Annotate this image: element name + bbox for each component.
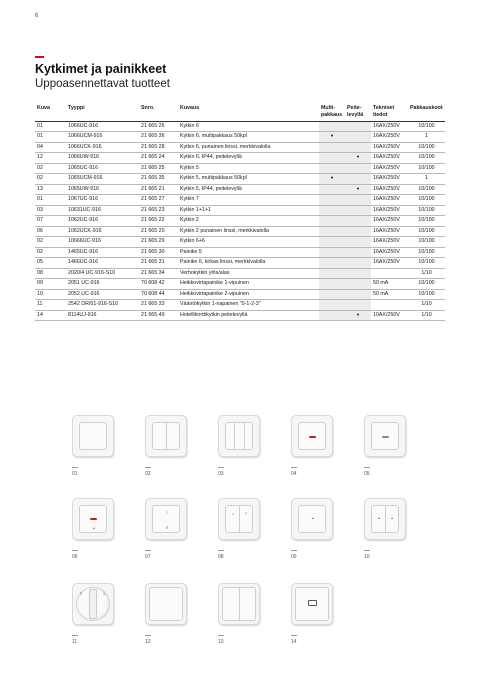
product-label: 05 <box>364 471 370 477</box>
cell-kuva: 05 <box>35 258 66 269</box>
cell-tyyppi: 1066UW-916 <box>66 153 139 164</box>
product-label: 09 <box>291 554 297 560</box>
cell-kuvaus: Kytkin 6, punainen linssi, merkkivalolla <box>178 142 319 153</box>
product-label: 14 <box>291 639 297 645</box>
cell-tekniset: 16AX/250V <box>371 163 408 174</box>
cell-tekniset: 50 mA <box>371 289 408 300</box>
cell-snro: 70 608 44 <box>139 289 178 300</box>
caption-rule <box>218 550 224 551</box>
cell-snro: 21 665 33 <box>139 300 178 311</box>
page-subtitle: Uppoasennettavat tuotteet <box>35 78 170 90</box>
cell-pakkaus: 1 <box>408 174 445 185</box>
cell-snro: 21 665 27 <box>139 195 178 206</box>
cell-snro: 21 665 36 <box>139 132 178 143</box>
cell-snro: 21 665 28 <box>139 142 178 153</box>
switch-plate <box>145 498 187 540</box>
red-indicator-icon <box>309 436 316 438</box>
caption-rule <box>291 467 297 468</box>
cell-tekniset: 16AX/250V <box>371 195 408 206</box>
cell-pakkaus: 10/100 <box>408 142 445 153</box>
cell-kuvaus: Painike 5 <box>178 247 319 258</box>
col-header-peite-line2: levyllä <box>347 111 364 118</box>
cell-kuva: 01 <box>35 132 66 143</box>
cell-pakkaus: 10/100 <box>408 247 445 258</box>
cell-snro: 21 665 21 <box>139 184 178 195</box>
switch-plate <box>291 498 333 540</box>
rocker-divider <box>166 423 167 450</box>
cell-kuvaus: Painike 6, kirkas linssi, merkkivalolla <box>178 258 319 269</box>
cell-snro: 21 665 34 <box>139 268 178 279</box>
cell-kuvaus: Kytkin 1+1+1 <box>178 205 319 216</box>
cell-kuva: 11 <box>35 300 66 311</box>
cell-tyyppi: 1066UCK-916 <box>66 142 139 153</box>
cell-snro: 21 665 20 <box>139 226 178 237</box>
cell-pakkaus: 10/100 <box>408 205 445 216</box>
cell-kuvaus: Kytkin 2 punainen linssi, merkkivalolla <box>178 226 319 237</box>
switch-plate <box>364 415 406 457</box>
marker-icon: I <box>166 510 168 515</box>
cell-kuvaus: Kytkin 5, multipakkaus 50kpl <box>178 174 319 185</box>
switch-plate <box>218 415 260 457</box>
cell-tyyppi: 1466UC-916 <box>66 258 139 269</box>
rocker <box>225 422 253 450</box>
cell-kuvaus: Kytkin 5, IP44, peitelevyllä <box>178 184 319 195</box>
cell-pakkaus: 10/100 <box>408 163 445 174</box>
product-label: 08 <box>218 554 224 560</box>
cell-tyyppi: 1465UC-916 <box>66 247 139 258</box>
col-header-snro: Snro. <box>139 104 178 121</box>
arrow-icon: ▾ <box>92 526 96 531</box>
cell-kuva: 06 <box>35 226 66 237</box>
position-mark-icon: 1 <box>102 591 106 596</box>
cell-tyyppi: 1065UCM-916 <box>66 174 139 185</box>
cell-snro: 21 665 23 <box>139 205 178 216</box>
cell-pakkaus: 10/100 <box>408 121 445 132</box>
cell-snro: 21 665 30 <box>139 247 178 258</box>
rocker-divider <box>244 423 245 450</box>
cell-tekniset: 16AX/250V <box>371 153 408 164</box>
product-label: 07 <box>145 554 151 560</box>
switch-plate <box>364 498 406 540</box>
product-label: 13 <box>218 639 224 645</box>
cell-snro: 21 665 22 <box>139 216 178 227</box>
col-header-tyyppi: Tyyppi <box>66 104 139 121</box>
cell-peite: • <box>345 153 371 164</box>
cell-kuvaus: Kytkin 6, multipakkaus 50kpl <box>178 132 319 143</box>
cell-kuvaus: Kytkin 2 <box>178 216 319 227</box>
switch-plate <box>145 415 187 457</box>
cell-multi: • <box>319 174 345 185</box>
product-label: 06 <box>72 554 78 560</box>
cell-tekniset: 16AX/250V <box>371 237 408 248</box>
cell-kuva: 12 <box>35 153 66 164</box>
caption-rule <box>145 467 151 468</box>
cell-tyyppi: 1065UW-916 <box>66 184 139 195</box>
position-mark-icon: 0 <box>79 591 83 596</box>
cell-snro: 70 608 42 <box>139 279 178 290</box>
caption-rule <box>291 550 297 551</box>
cell-pakkaus: 10/100 <box>408 184 445 195</box>
cell-tekniset: 16AX/250V <box>371 121 408 132</box>
cell-kuva: 02 <box>35 163 66 174</box>
cell-tyyppi: 10666UC-916 <box>66 237 139 248</box>
cell-tekniset: 16AX/250V <box>371 142 408 153</box>
cell-kuvaus: Kytkin 5 <box>178 163 319 174</box>
caption-rule <box>218 467 224 468</box>
cell-kuva: 07 <box>35 216 66 227</box>
cell-pakkaus: 10/100 <box>408 226 445 237</box>
cell-pakkaus: 10/100 <box>408 195 445 206</box>
marker-icon: II <box>165 525 169 530</box>
caption-rule <box>218 635 224 636</box>
cell-kuva: 02 <box>35 174 66 185</box>
cell-multi: • <box>319 132 345 143</box>
cell-pakkaus: 1/10 <box>408 310 445 321</box>
rocker <box>149 587 183 621</box>
caption-rule <box>72 550 78 551</box>
cell-tekniset: 16AX/250V <box>371 174 408 185</box>
cell-tyyppi: 1062UC-916 <box>66 216 139 227</box>
cell-tyyppi: 2020/4 UC-916-S10 <box>66 268 139 279</box>
col-header-multi-line2: pakkaus <box>321 111 343 118</box>
rocker <box>79 422 107 450</box>
col-header-pakkauskoot: Pakkauskoot <box>408 104 445 121</box>
cell-kuva: 08 <box>35 268 66 279</box>
product-label: 11 <box>72 639 78 645</box>
cell-peite: • <box>345 184 371 195</box>
cell-pakkaus: 1/10 <box>408 268 445 279</box>
clear-indicator-icon <box>382 436 389 438</box>
cell-pakkaus: 10/100 <box>408 289 445 300</box>
cell-snro: 21 665 24 <box>139 153 178 164</box>
cell-kuvaus: Kytkin 6, IP44, peitelevyllä <box>178 153 319 164</box>
cell-tyyppi: 1062UCK-916 <box>66 226 139 237</box>
cell-peite: • <box>345 310 371 321</box>
cell-kuvaus: Verhokytkin ylös/alas <box>178 268 319 279</box>
cell-tekniset: 16AX/250V <box>371 247 408 258</box>
cell-snro: 21 665 25 <box>139 163 178 174</box>
caption-rule <box>364 550 370 551</box>
cell-kuva: 13 <box>35 184 66 195</box>
cell-snro: 21 665 35 <box>139 174 178 185</box>
cell-pakkaus: 10/100 <box>408 216 445 227</box>
cell-tyyppi: 1067UC-916 <box>66 195 139 206</box>
cell-kuva: 09 <box>35 279 66 290</box>
col-header-kuvaus: Kuvaus <box>178 104 319 121</box>
col-header-multi-line1: Multi- <box>321 105 336 111</box>
switch-plate <box>218 498 260 540</box>
cell-tekniset: 16AX/250V <box>371 258 408 269</box>
cell-tyyppi: 1066UC-916 <box>66 121 139 132</box>
dot-icon: • <box>378 516 380 521</box>
cell-kuva: 02 <box>35 237 66 248</box>
caption-rule <box>145 635 151 636</box>
card-slot-icon <box>308 600 317 606</box>
cell-tyyppi: 2051 UC-916 <box>66 279 139 290</box>
cell-kuva: 14 <box>35 310 66 321</box>
dot-icon: • <box>391 516 393 521</box>
cell-pakkaus: 10/100 <box>408 237 445 248</box>
caption-rule <box>291 635 297 636</box>
cell-kuvaus: Heikkovirtapainike 2-vipuinen <box>178 289 319 300</box>
cell-snro: 21 665 29 <box>139 237 178 248</box>
col-header-tekniset-line1: Tekniset <box>373 105 395 111</box>
cell-tyyppi: 1065UC-916 <box>66 163 139 174</box>
arrow-down-icon: ▿ <box>244 511 248 516</box>
cell-kuvaus: Heikkovirtapainike 1-vipuinen <box>178 279 319 290</box>
cell-tekniset: 16AX/250V <box>371 184 408 195</box>
caption-rule <box>72 467 78 468</box>
cell-tyyppi: 10631UC-916 <box>66 205 139 216</box>
cell-kuvaus: Hotellikorttikytkin peitelevyllä <box>178 310 319 321</box>
cell-kuvaus: Vääntökytkin 1-napainen "0-1-2-3" <box>178 300 319 311</box>
cell-pakkaus: 10/100 <box>408 279 445 290</box>
arrow-up-icon: ▵ <box>231 511 235 516</box>
cell-tekniset: 50 mA <box>371 279 408 290</box>
cell-tyyppi: 2052 UC-916 <box>66 289 139 300</box>
cell-kuva: 10 <box>35 289 66 300</box>
switch-plate <box>218 583 260 625</box>
caption-rule <box>364 467 370 468</box>
cell-snro: 21 665 49 <box>139 310 178 321</box>
page-number: 6 <box>35 13 39 19</box>
cell-tyyppi: 2542 DR/01-916-S10 <box>66 300 139 311</box>
cell-snro: 21 665 31 <box>139 258 178 269</box>
cell-tekniset: 16AX/250V <box>371 226 408 237</box>
rotary-knob-grip <box>89 589 97 619</box>
product-label: 02 <box>145 471 151 477</box>
red-indicator-icon <box>90 518 97 520</box>
cell-pakkaus: 10/100 <box>408 153 445 164</box>
cell-kuva: 03 <box>35 205 66 216</box>
product-label: 04 <box>291 471 297 477</box>
dot-icon: • <box>312 516 314 521</box>
cell-snro: 21 665 26 <box>139 121 178 132</box>
cell-tyyppi: 1066UCM-916 <box>66 132 139 143</box>
switch-plate <box>72 415 114 457</box>
page-title: Kytkimet ja painikkeet <box>35 62 167 76</box>
cell-tekniset: 16AX/250V <box>371 205 408 216</box>
cell-kuvaus: Kytkin 6+6 <box>178 237 319 248</box>
cell-tekniset: 16AX/250V <box>371 132 408 143</box>
rocker-divider <box>234 423 235 450</box>
switch-plate <box>72 498 114 540</box>
cell-tekniset: 16AX/250V <box>371 216 408 227</box>
col-header-tekniset-line2: tiedot <box>373 111 388 118</box>
product-label: 10 <box>364 554 370 560</box>
product-label: 03 <box>218 471 224 477</box>
cell-tekniset: 10AX/250V <box>371 310 408 321</box>
cell-tyyppi: 8114UJ-916 <box>66 310 139 321</box>
cell-pakkaus: 1/10 <box>408 300 445 311</box>
cell-pakkaus: 1 <box>408 132 445 143</box>
cell-kuvaus: Kytkin 7 <box>178 195 319 206</box>
cell-pakkaus: 10/100 <box>408 258 445 269</box>
caption-rule <box>145 550 151 551</box>
product-label: 01 <box>72 471 78 477</box>
product-label: 12 <box>145 639 151 645</box>
col-header-kuva: Kuva <box>35 104 66 121</box>
switch-plate <box>291 415 333 457</box>
switch-plate <box>291 583 333 625</box>
cell-kuva: 04 <box>35 142 66 153</box>
cell-kuva: 01 <box>35 195 66 206</box>
cell-kuva: 02 <box>35 247 66 258</box>
switch-plate <box>145 583 187 625</box>
col-header-peite-line1: Peite- <box>347 105 362 111</box>
cell-kuva: 01 <box>35 121 66 132</box>
caption-rule <box>72 635 78 636</box>
cell-kuvaus: Kytkin 6 <box>178 121 319 132</box>
rocker-divider <box>239 588 240 621</box>
